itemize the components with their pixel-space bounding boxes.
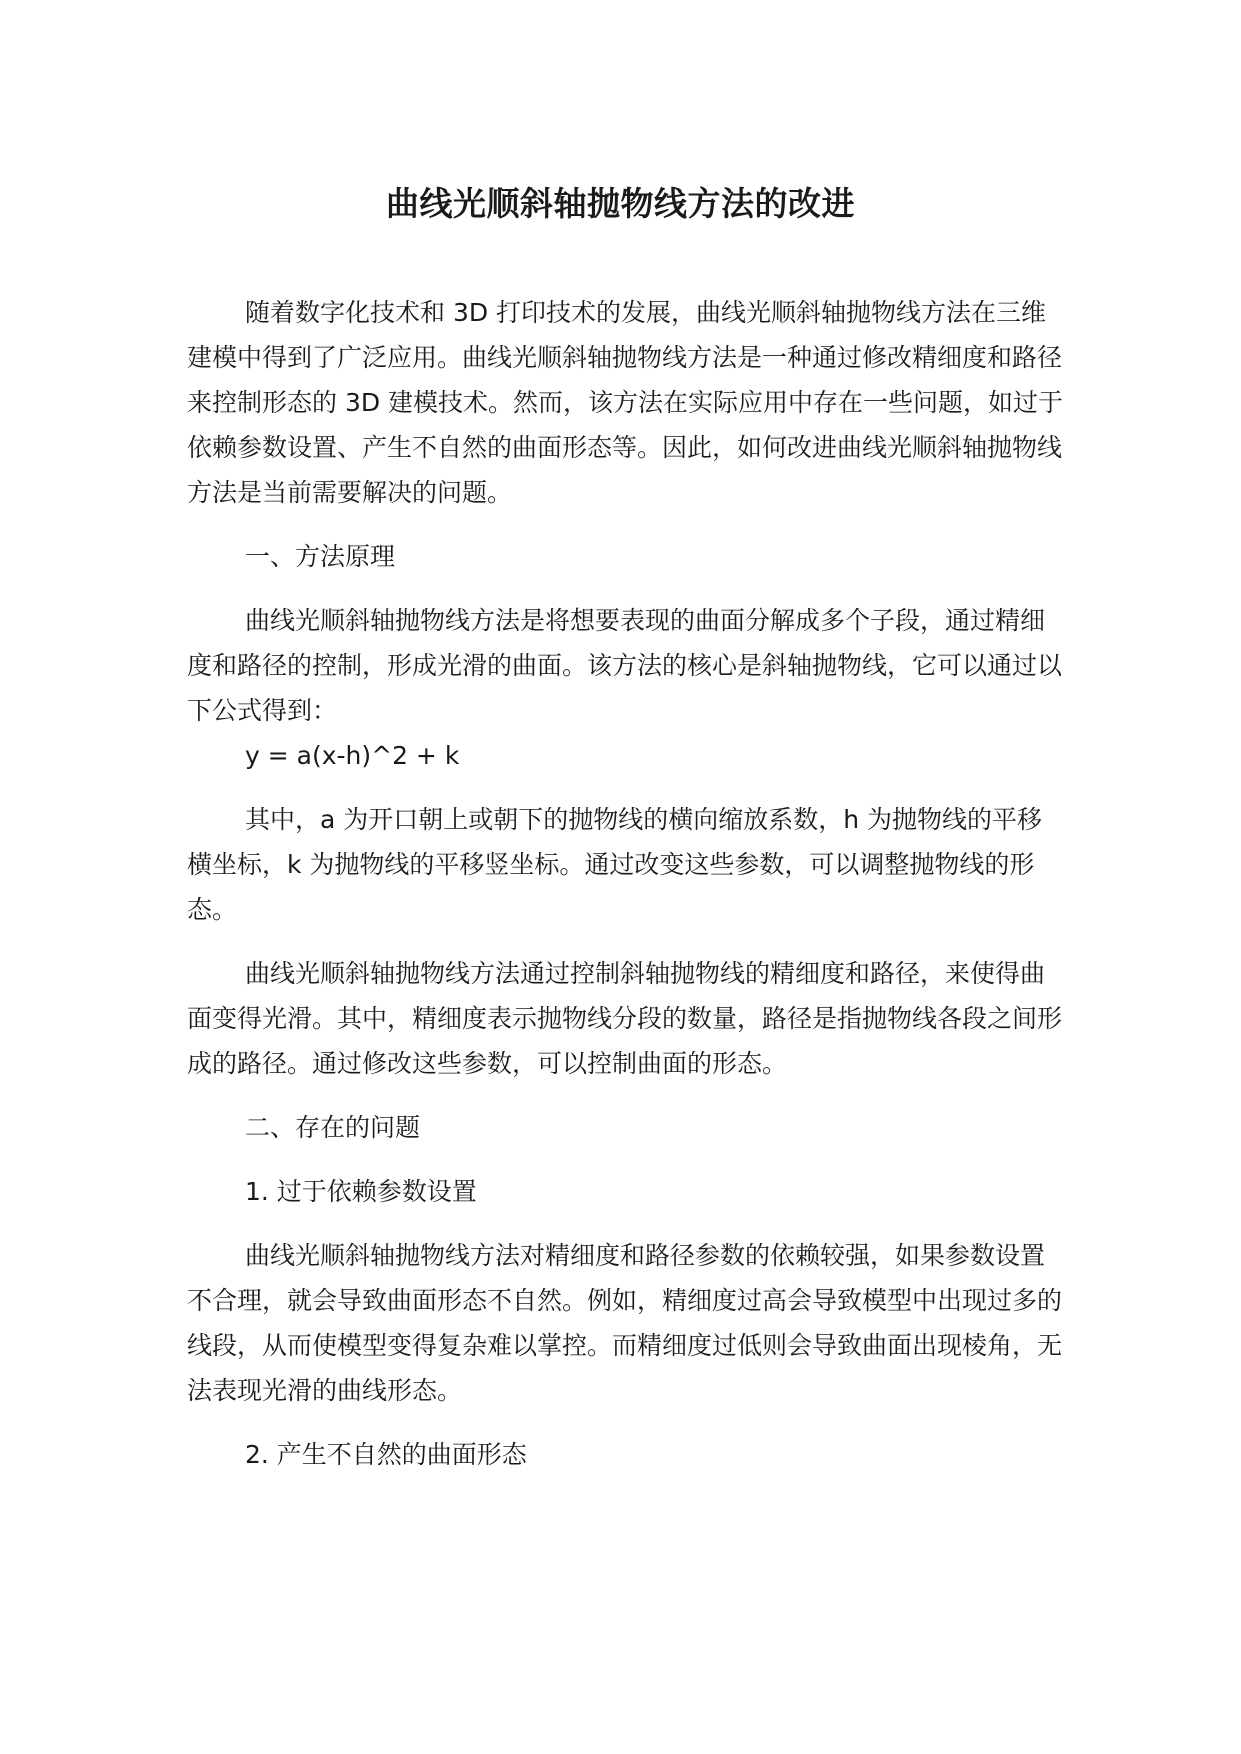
intro-paragraph: 随着数字化技术和 3D 打印技术的发展，曲线光顺斜轴抛物线方法在三维建模中得到了广泛应用。曲线光顺斜轴抛物线方法是一种通过修改精细度和路径来控制形态的 3D 建模技术。然而，该方法在实际应用中存在一些问题，如过于依赖参数设置、产生不自然的曲面形态等。因此，如何改进曲线光顺斜轴抛物线方法是当前需要解决的问题。 bbox=[187, 298, 1064, 507]
section-heading-problems: 二、存在的问题 bbox=[245, 1113, 421, 1142]
subheading-parameter-dependence: 1. 过于依赖参数设置 bbox=[245, 1177, 477, 1206]
subheading-unnatural-surface: 2. 产生不自然的曲面形态 bbox=[245, 1440, 527, 1469]
document-title: 曲线光顺斜轴抛物线方法的改进 bbox=[386, 184, 855, 223]
smoothing-paragraph: 曲线光顺斜轴抛物线方法通过控制斜轴抛物线的精细度和路径，来使得曲面变得光滑。其中，精细度表示抛物线分段的数量，路径是指抛物线各段之间形成的路径。通过修改这些参数，可以控制曲面的形态。 bbox=[187, 959, 1063, 1078]
parameter-paragraph: 其中，a 为开口朝上或朝下的抛物线的横向缩放系数，h 为抛物线的平移横坐标，k 为抛物线的平移竖坐标。通过改变这些参数，可以调整抛物线的形态。 bbox=[187, 805, 1043, 924]
section-heading-principle: 一、方法原理 bbox=[245, 542, 396, 571]
parameter-dependence-paragraph: 曲线光顺斜轴抛物线方法对精细度和路径参数的依赖较强，如果参数设置不合理，就会导致曲面形态不自然。例如，精细度过高会导致模型中出现过多的线段，从而使模型变得复杂难以掌控。而精细度过低则会导致曲面出现棱角，无法表现光滑的曲线形态。 bbox=[187, 1241, 1063, 1405]
principle-paragraph: 曲线光顺斜轴抛物线方法是将想要表现的曲面分解成多个子段，通过精细度和路径的控制，形成光滑的曲面。该方法的核心是斜轴抛物线，它可以通过以下公式得到： bbox=[187, 606, 1063, 725]
parabola-formula: y = a(x-h)^2 + k bbox=[245, 741, 460, 770]
document-body bbox=[187, 290, 1067, 1496]
